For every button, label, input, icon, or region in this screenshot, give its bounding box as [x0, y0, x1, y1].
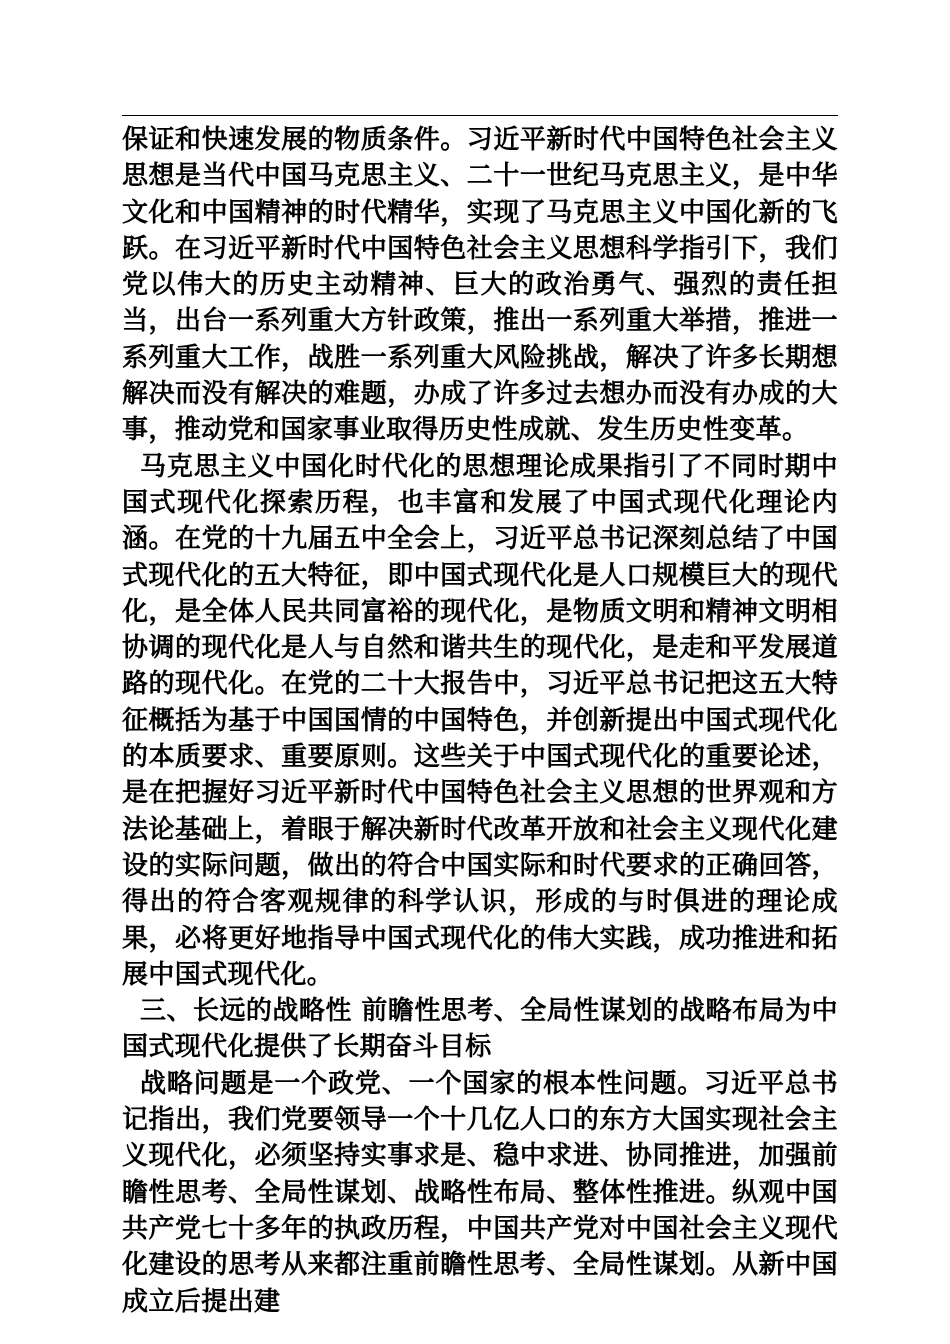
document-body	[122, 122, 838, 1320]
paragraph-strategic-issues: 战略问题是一个政党、一个国家的根本性问题。习近平总书记指出，我们党要领导一个十几亿人口的东方大国实现社会主义现代化，必须坚持实事求是、稳中求进、协同推进，加强前瞻性思考、全局性谋划、战略性布局、整体性推进。纵观中国共产党七十多年的执政历程，中国共产党对中国社会主义现代化建设的思考从来都注重前瞻性思考、全局性谋划。从新中国成立后提出建	[122, 1068, 838, 1317]
section-heading-three: 三、长远的战略性 前瞻性思考、全局性谋划的战略布局为中国式现代化提供了长期奋斗目标	[122, 996, 838, 1063]
paragraph-modernization-theory: 马克思主义中国化时代化的思想理论成果指引了不同时期中国式现代化探索历程，也丰富和发展了中国式现代化理论内涵。在党的十九届五中全会上，习近平总书记深刻总结了中国式现代化的五大特征，即中国式现代化是人口规模巨大的现代化，是全体人民共同富裕的现代化，是物质文明和精神文明相协调的现代化是人与自然和谐共生的现代化，是走和平发展道路的现代化。在党的二十大报告中，习近平总书记把这五大特征概括为基于中国国情的中国特色，并创新提出中国式现代化的本质要求、重要原则。这些关于中国式现代化的重要论述，是在把握好习近平新时代中国特色社会主义思想的世界观和方法论基础上，着眼于解决新时代改革开放和社会主义现代化建设的实际问题，做出的符合中国实际和时代要求的正确回答，得出的符合客观规律的科学认识，形成的与时俱进的理论成果，必将更好地指导中国式现代化的伟大实践，成功推进和拓展中国式现代化。	[122, 451, 838, 990]
paragraph-continuation: 保证和快速发展的物质条件。习近平新时代中国特色社会主义思想是当代中国马克思主义、二十一世纪马克思主义，是中华文化和中国精神的时代精华，实现了马克思主义中国化新的飞跃。在习近平新时代中国特色社会主义思想科学指引下，我们党以伟大的历史主动精神、巨大的政治勇气、强烈的责任担当，出台一系列重大方针政策，推出一系列重大举措，推进一系列重大工作，战胜一系列重大风险挑战，解决了许多长期想解决而没有解决的难题，办成了许多过去想办而没有办成的大事，推动党和国家事业取得历史性成就、发生历史性变革。	[122, 125, 838, 446]
header-divider	[122, 115, 838, 116]
